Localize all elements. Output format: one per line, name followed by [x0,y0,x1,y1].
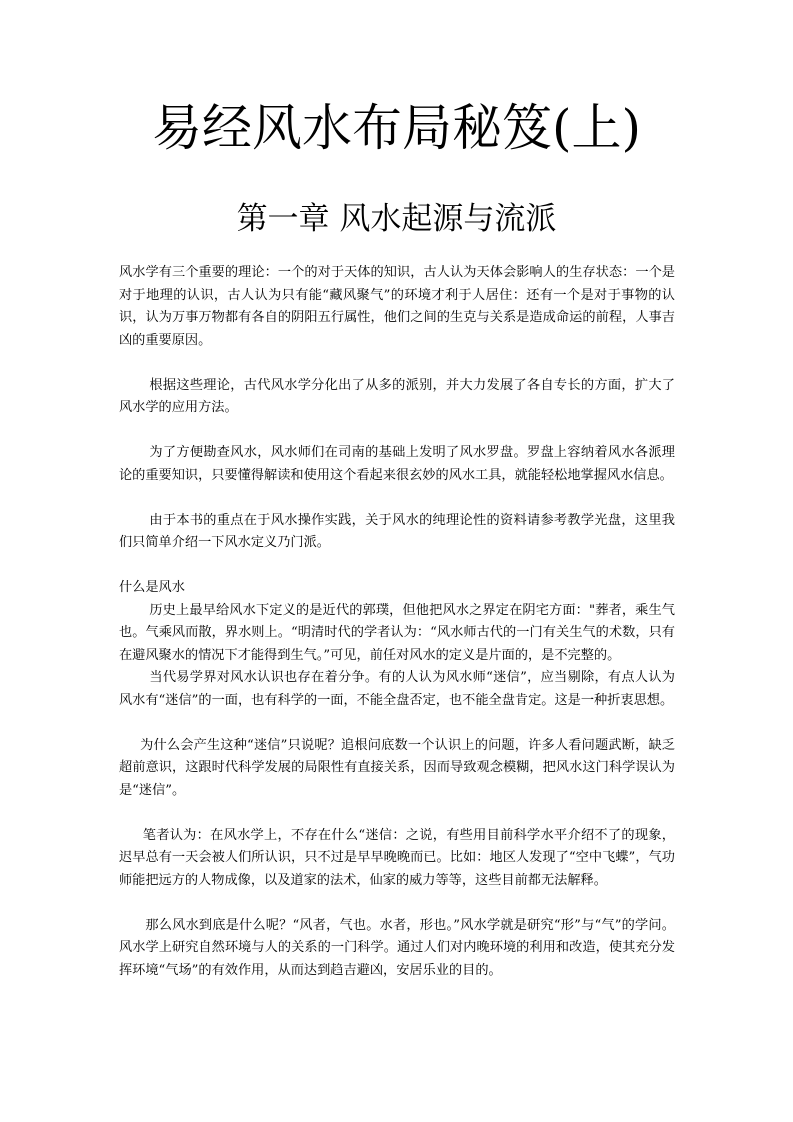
paragraph: 历史上最早给风水下定义的是近代的郭璞，但他把风水之界定在阴宅方面："葬者，乘生气也。气乘风而散，界水则上。“明清时代的学者认为：“风水师古代的一门有关生气的术数，只有在避风聚水的情况下才能得到生气。”可见，前任对风水的定义是片面的，是不完整的。 [119,602,675,663]
document-body [119,262,675,982]
section-heading: 什么是风水 [119,580,185,595]
document-title: 易经风水布局秘笈(上) [151,99,641,157]
paragraph: 由于本书的重点在于风水操作实践，关于风水的纯理论性的资料请参考教学光盘，这里我们只简单介绍一下风水定义乃门派。 [119,512,675,550]
paragraph: 根据这些理论，古代风水学分化出了从多的派别，并大力发展了各自专长的方面，扩大了风水学的应用方法。 [119,377,675,415]
paragraph: 风水学有三个重要的理论：一个的对于天体的知识，古人认为天体会影响人的生存状态：一个是对于地理的认识，古人认为只有能“藏风聚气”的环境才利于人居住：还有一个是对于事物的认识，认为万事万物都有各自的阴阳五行属性，他们之间的生克与关系是造成命运的前程，人事吉凶的重要原因。 [119,265,675,348]
chapter-title: 第一章 风水起源与流派 [236,201,557,237]
paragraph: 笔者认为：在风水学上，不存在什么“迷信：之说，有些用目前科学水平介绍不了的现象，迟早总有一天会被人们所认识，只不过是早早晚晚而已。比如：地区人发现了“空中飞蝶”，气功师能把远方的人物成像，以及道家的法术，仙家的威力等等，这些目前都无法解释。 [119,827,675,888]
paragraph: 为了方便勘查风水，风水师们在司南的基础上发明了风水罗盘。罗盘上容纳着风水各派理论的重要知识，只要懂得解读和使用这个看起来很玄妙的风水工具，就能轻松地掌握风水信息。 [119,445,675,483]
paragraph: 当代易学界对风水认识也存在着分争。有的人认为风水师“迷信”，应当剔除，有点人认为风水有“迷信”的一面，也有科学的一面，不能全盘否定，也不能全盘肯定。这是一种折衷思想。 [119,670,675,708]
paragraph: 那么风水到底是什么呢？“风者，气也。水者，形也。”风水学就是研究“形”与“气”的学问。风水学上研究自然环境与人的关系的一门科学。通过人们对内晚环境的利用和改造，使其充分发挥环境“气场”的有效作用，从而达到趋吉避凶，安居乐业的目的。 [119,917,675,978]
paragraph: 为什么会产生这种“迷信”只说呢？追根问底数一个认识上的问题，许多人看问题武断，缺乏超前意识，这跟时代科学发展的局限性有直接关系，因而导致观念模糊，把风水这门科学误认为是“迷信”。 [119,737,675,798]
